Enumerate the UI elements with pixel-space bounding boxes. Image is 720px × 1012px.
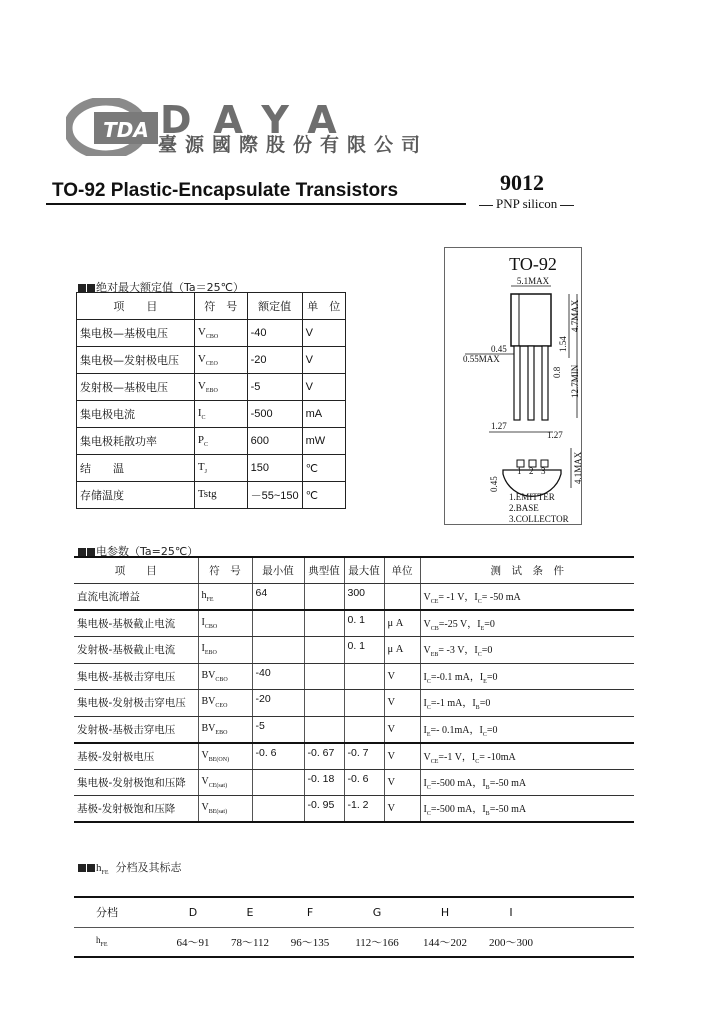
- col-header-item: 项 目: [74, 557, 198, 584]
- typ-value: -0. 18: [304, 769, 344, 796]
- range-cell: 112～166: [355, 936, 399, 949]
- param-name: 直流电流增益: [74, 584, 198, 611]
- test-condition: $V_{CE}= -1$ V，$I_C= -50$ mA: [420, 584, 634, 611]
- part-number: 9012: [500, 170, 544, 195]
- hfe-range-row: [74, 927, 634, 957]
- grade-cell: G: [342, 897, 412, 927]
- min-value: -0. 6: [252, 743, 304, 770]
- max-value: [344, 663, 384, 690]
- pin-label-collector: 3.COLLECTOR: [509, 514, 569, 524]
- test-condition: $V_{CE}=-1$ V，$I_C= -10mA$: [420, 743, 634, 770]
- range-cell: 78～112: [230, 936, 270, 949]
- param-symbol: [198, 584, 252, 611]
- col-header-max: 最大值: [344, 557, 384, 584]
- symbol-main: I: [201, 617, 205, 628]
- title-underline: [46, 203, 466, 205]
- pin-label-emitter: 1.EMITTER: [509, 492, 555, 502]
- range-label-sym: h: [96, 935, 101, 946]
- typ-value: -0. 67: [304, 743, 344, 770]
- unit-value: V: [384, 690, 420, 717]
- param-symbol: [198, 769, 252, 796]
- symbol-main: T: [197, 460, 205, 473]
- symbol-main: P: [197, 433, 204, 446]
- rating-unit: V: [302, 347, 345, 374]
- test-condition: $V_{EB}= -3$ V，$I_C=0$: [420, 637, 634, 664]
- min-value: -5: [252, 716, 304, 743]
- symbol-subscript: C: [203, 442, 208, 449]
- elec-row: [74, 743, 634, 770]
- typ-value: [304, 584, 344, 611]
- dim-lead-width: 0.45: [491, 344, 507, 354]
- elec-char-table: [74, 556, 634, 823]
- part-description-text: PNP silicon: [496, 196, 558, 211]
- abs-max-row: [77, 320, 346, 347]
- unit-value: μ A: [384, 610, 420, 637]
- elec-row: [74, 584, 634, 611]
- col-header-min: 最小值: [252, 557, 304, 584]
- package-outline-drawing: [445, 248, 583, 526]
- abs-max-row: [77, 347, 346, 374]
- param-name: 基极-发射极电压: [74, 743, 198, 770]
- dim-pitch-right: 1.27: [547, 430, 563, 440]
- param-name: 集电极-基极击穿电压: [74, 663, 198, 690]
- symbol-subscript: CBO: [215, 676, 228, 683]
- test-condition: $I_C=-500$ mA，$I_B=-50$ mA: [420, 796, 634, 823]
- param-name: 集电极—基极电压: [77, 320, 195, 347]
- symbol-subscript: CE(sat): [208, 782, 228, 789]
- param-symbol: [194, 347, 247, 374]
- param-symbol: [194, 320, 247, 347]
- abs-max-row: [77, 455, 346, 482]
- symbol-main: Tstg: [197, 487, 217, 500]
- param-name: 集电极耗散功率: [77, 428, 195, 455]
- unit-value: μ A: [384, 637, 420, 664]
- symbol-subscript: EBO: [205, 388, 218, 395]
- hfe-heading-text: 分档及其标志: [115, 861, 182, 874]
- param-symbol: [198, 637, 252, 664]
- grade-cell: D: [164, 897, 222, 927]
- abs-max-row: [77, 428, 346, 455]
- symbol-main: V: [197, 379, 206, 392]
- symbol-main: V: [201, 749, 209, 761]
- elec-row: [74, 637, 634, 664]
- pin-label-base: 2.BASE: [509, 503, 539, 513]
- dim-width-max: 5.1MAX: [516, 276, 550, 286]
- param-symbol: [198, 610, 252, 637]
- param-name: 发射极-基极截止电流: [74, 637, 198, 664]
- condition-subscript: C: [477, 599, 482, 605]
- param-symbol: [198, 796, 252, 823]
- condition-subscript: C: [482, 731, 487, 738]
- condition-subscript: C: [426, 811, 431, 817]
- typ-value: [304, 663, 344, 690]
- elec-row: [74, 769, 634, 796]
- symbol-subscript: BE(sat): [208, 809, 228, 815]
- param-symbol: [198, 663, 252, 690]
- elec-row: [74, 716, 634, 743]
- symbol-subscript: CBO: [204, 624, 218, 630]
- symbol-main: BV: [201, 696, 216, 708]
- unit-value: V: [384, 796, 420, 823]
- param-name: 发射极—基极电压: [77, 374, 195, 401]
- range-label-sub: FE: [100, 942, 108, 949]
- range-cell: 96～135: [290, 936, 330, 949]
- test-condition: $V_{CB}=-25$ V，$I_E=0$: [420, 610, 634, 637]
- min-value: [252, 637, 304, 664]
- symbol-subscript: CEO: [215, 703, 228, 710]
- rating-unit: mA: [302, 401, 345, 428]
- test-condition: $I_C=-1$ mA，$I_B=0$: [420, 690, 634, 717]
- company-logo: [66, 98, 158, 156]
- rating-value: -40: [247, 320, 302, 347]
- max-value: 0. 1: [344, 637, 384, 664]
- col-header-rating: 额定值: [247, 293, 302, 320]
- param-name: 发射极-基极击穿电压: [74, 716, 198, 743]
- abs-max-header-row: [77, 293, 346, 320]
- grade-label: 分档: [74, 897, 164, 927]
- package-body: [511, 294, 551, 346]
- abs-max-row: [77, 401, 346, 428]
- min-value: -20: [252, 690, 304, 717]
- min-value: [252, 769, 304, 796]
- max-value: [344, 690, 384, 717]
- rating-value: －55~150: [247, 482, 302, 509]
- brand-name-latin: DAYA: [160, 98, 359, 142]
- abs-max-table: [76, 292, 346, 509]
- dim-lead-length: 12.7MIN: [570, 364, 580, 398]
- max-value: 0. 1: [344, 610, 384, 637]
- symbol-main: h: [201, 590, 207, 601]
- max-value: -1. 2: [344, 796, 384, 823]
- param-symbol: [198, 743, 252, 770]
- symbol-subscript: C: [201, 415, 206, 422]
- rating-value: 600: [247, 428, 302, 455]
- elec-row: [74, 610, 634, 637]
- param-symbol: [198, 716, 252, 743]
- param-name: 集电极-基极截止电流: [74, 610, 198, 637]
- rating-unit: V: [302, 320, 345, 347]
- col-header-symbol: 符 号: [194, 293, 247, 320]
- pin-number-2: 2: [529, 466, 534, 476]
- symbol-main: I: [197, 406, 202, 419]
- grade-cell: H: [412, 897, 478, 927]
- logo-mark-text: TDA: [103, 118, 149, 142]
- condition-subscript: C: [426, 678, 431, 685]
- col-header-unit: 单 位: [302, 293, 345, 320]
- condition-subscript: B: [485, 811, 490, 817]
- rating-unit: ℃: [302, 455, 345, 482]
- symbol-main: V: [201, 775, 209, 787]
- abs-max-heading-text: 绝对最大额定值（Ta＝25℃）: [96, 281, 244, 294]
- hfe-heading-sym: h: [96, 862, 102, 874]
- rating-unit: V: [302, 374, 345, 401]
- typ-value: [304, 716, 344, 743]
- brand-name-cjk: 臺源國際股份有限公司: [158, 134, 429, 156]
- range-empty-cell: [544, 927, 634, 957]
- condition-subscript: CE: [430, 758, 439, 765]
- max-value: 300: [344, 584, 384, 611]
- condition-subscript: E: [483, 678, 487, 685]
- condition-subscript: CE: [430, 599, 439, 605]
- abs-max-row: [77, 482, 346, 509]
- typ-value: -0. 95: [304, 796, 344, 823]
- unit-value: V: [384, 743, 420, 770]
- grade-cell: I: [478, 897, 544, 927]
- param-name: 基极-发射极饱和压降: [74, 796, 198, 823]
- hfe-heading-symbol: [96, 862, 109, 877]
- param-name: 存储温度: [77, 482, 195, 509]
- max-value: [344, 716, 384, 743]
- test-condition: $I_C=-0.1$ mA，$I_E=0$: [420, 663, 634, 690]
- symbol-subscript: EBO: [204, 650, 217, 657]
- elec-row: [74, 796, 634, 823]
- symbol-main: I: [201, 643, 205, 655]
- dim-bottom-thickness: 0.45: [489, 476, 499, 492]
- typ-value: [304, 690, 344, 717]
- elec-row: [74, 690, 634, 717]
- hfe-grade-row: [74, 897, 634, 927]
- rating-unit: mW: [302, 428, 345, 455]
- param-symbol: [194, 455, 247, 482]
- grade-empty-cell: [544, 897, 634, 927]
- condition-subscript: B: [485, 784, 490, 791]
- symbol-main: BV: [201, 722, 216, 734]
- symbol-subscript: FE: [206, 597, 214, 603]
- pin-number-3: 3: [541, 466, 546, 476]
- elec-row: [74, 663, 634, 690]
- elec-heading-text: 电参数（Ta=25℃）: [96, 545, 199, 558]
- condition-subscript: C: [426, 784, 431, 791]
- symbol-main: V: [197, 352, 206, 365]
- param-name: 集电极—发射极电压: [77, 347, 195, 374]
- hfe-grade-table: [74, 896, 634, 958]
- lead-3: [542, 346, 548, 420]
- test-condition: $I_E=-$ 0.1mA，$I_C=0$: [420, 716, 634, 743]
- col-header-unit: 单位: [384, 557, 420, 584]
- symbol-subscript: EBO: [215, 729, 228, 736]
- lead-1: [514, 346, 520, 420]
- symbol-main: V: [197, 325, 206, 338]
- hfe-heading: [78, 859, 182, 876]
- grade-cell: E: [222, 897, 278, 927]
- elec-header-row: [74, 557, 634, 584]
- unit-value: [384, 584, 420, 611]
- package-drawing: [444, 247, 582, 525]
- range-cell: 200～300: [489, 936, 533, 949]
- col-header-test-conditions: 测 试 条 件: [420, 557, 634, 584]
- col-header-item: 项 目: [77, 293, 195, 320]
- dim-lead-thickness: 0.8: [552, 366, 562, 378]
- hfe-heading-sub: FE: [101, 870, 109, 877]
- part-description: [476, 196, 577, 212]
- symbol-subscript: CEO: [205, 361, 218, 368]
- condition-subscript: CB: [430, 626, 439, 632]
- dim-lead-spacing: 1.54: [558, 336, 568, 352]
- col-header-symbol: 符 号: [198, 557, 252, 584]
- dim-lead-width-max: 0.55MAX: [463, 354, 500, 364]
- rating-value: 150: [247, 455, 302, 482]
- typ-value: [304, 637, 344, 664]
- condition-subscript: E: [480, 626, 485, 632]
- condition-subscript: C: [426, 705, 431, 712]
- param-name: 集电极-发射极击穿电压: [74, 690, 198, 717]
- condition-subscript: E: [426, 731, 431, 738]
- symbol-subscript: BE(ON): [208, 756, 230, 763]
- dim-bottom-height: 4.1MAX: [573, 451, 583, 484]
- range-label: [74, 927, 164, 957]
- package-name: TO-92: [509, 254, 557, 274]
- condition-subscript: C: [477, 652, 482, 659]
- grade-cell: F: [278, 897, 342, 927]
- col-header-typ: 典型值: [304, 557, 344, 584]
- param-name: 结 温: [77, 455, 195, 482]
- condition-subscript: C: [475, 758, 480, 765]
- param-symbol: [194, 428, 247, 455]
- param-symbol: [194, 401, 247, 428]
- rating-value: -20: [247, 347, 302, 374]
- symbol-main: V: [201, 802, 209, 813]
- rating-value: -500: [247, 401, 302, 428]
- condition-subscript: EB: [430, 652, 439, 659]
- min-value: -40: [252, 663, 304, 690]
- lead-2: [528, 346, 534, 420]
- unit-value: V: [384, 716, 420, 743]
- abs-max-row: [77, 374, 346, 401]
- unit-value: V: [384, 769, 420, 796]
- param-name: 集电极电流: [77, 401, 195, 428]
- min-value: [252, 796, 304, 823]
- max-value: -0. 7: [344, 743, 384, 770]
- pin-number-1: 1: [517, 466, 522, 476]
- range-cell: 64～91: [176, 936, 210, 949]
- dim-height-max: 4.7MAX: [570, 299, 580, 332]
- max-value: -0. 6: [344, 769, 384, 796]
- param-name: 集电极-发射极饱和压降: [74, 769, 198, 796]
- param-symbol: [194, 374, 247, 401]
- min-value: [252, 610, 304, 637]
- condition-subscript: B: [475, 705, 480, 712]
- document-title: TO-92 Plastic-Encapsulate Transistors: [52, 180, 399, 201]
- unit-value: V: [384, 663, 420, 690]
- param-symbol: [198, 690, 252, 717]
- rating-unit: ℃: [302, 482, 345, 509]
- rating-value: -5: [247, 374, 302, 401]
- symbol-main: BV: [201, 669, 216, 681]
- symbol-subscript: CBO: [205, 334, 219, 341]
- param-symbol: [194, 482, 247, 509]
- test-condition: $I_C=-500$ mA，$I_B=-50$ mA: [420, 769, 634, 796]
- min-value: 64: [252, 584, 304, 611]
- typ-value: [304, 610, 344, 637]
- symbol-subscript: J: [204, 469, 207, 476]
- range-cell: 144～202: [423, 936, 467, 949]
- dim-pitch-left: 1.27: [491, 421, 507, 431]
